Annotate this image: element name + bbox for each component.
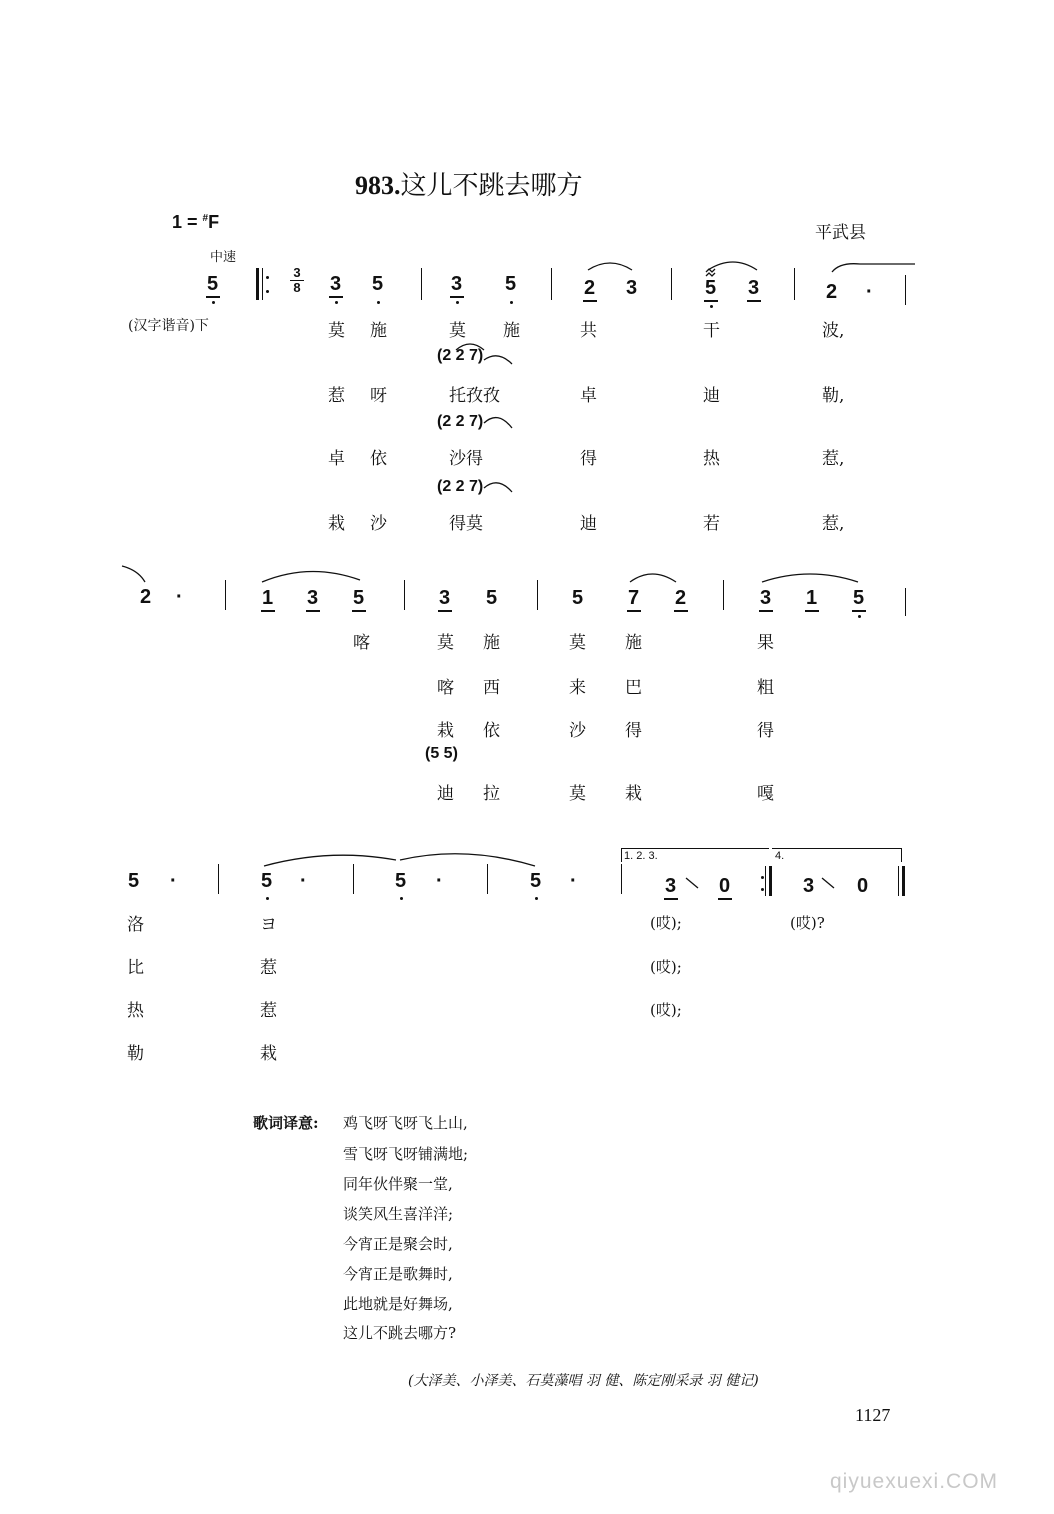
lyric: 若 <box>703 514 720 534</box>
lyric: (哎); <box>650 914 682 932</box>
note: 2 <box>584 277 596 299</box>
note: 3 <box>439 587 451 609</box>
note: 5 <box>505 273 517 295</box>
page-number: 1127 <box>855 1405 891 1425</box>
lyric: 惹, <box>822 514 845 534</box>
key-sharp: # <box>202 213 209 224</box>
note: 5 <box>530 870 542 892</box>
slur <box>484 418 512 428</box>
breath-mark <box>686 878 698 888</box>
note: 1 <box>806 587 818 609</box>
lyric: 施 <box>625 633 642 653</box>
slur <box>456 344 484 350</box>
note: 3 <box>665 875 677 897</box>
variant-notes: (5 5) <box>425 745 458 762</box>
note: 5 <box>207 273 219 295</box>
lyric: 栽 <box>328 514 345 534</box>
lyric: 热 <box>703 449 720 469</box>
note: 5 <box>395 870 407 892</box>
variant-notes: (2 2 7) <box>437 413 484 430</box>
note: 1 <box>262 587 274 609</box>
lyric: 得莫 <box>449 514 483 534</box>
tie <box>832 264 915 272</box>
note: 2 <box>826 281 838 303</box>
lyric: 栽 <box>260 1044 277 1064</box>
lyric: 得 <box>757 721 774 741</box>
lyric: 喀 <box>437 678 454 698</box>
lyric: 栽 <box>437 721 454 741</box>
lyric: 莫 <box>569 633 586 653</box>
note: 7 <box>628 587 640 609</box>
note: 3 <box>748 277 760 299</box>
slur <box>262 571 360 582</box>
translation-line: 雪飞呀飞呀铺满地; <box>343 1145 469 1163</box>
lyric: 惹 <box>260 958 277 978</box>
lyric: 莫 <box>449 321 466 341</box>
lyric: (哎)? <box>790 914 825 932</box>
lyric: 比 <box>127 958 144 978</box>
lyric: 惹 <box>260 1001 277 1021</box>
translation-line: 今宵正是聚会时, <box>343 1235 453 1253</box>
volta-first-label: 1. 2. 3. <box>624 850 658 862</box>
lyric: 惹, <box>822 449 845 469</box>
note: 5 <box>705 277 717 299</box>
note: 3 <box>760 587 772 609</box>
breath-mark <box>822 878 834 888</box>
credit-line: (大泽美、小泽美、石莫藻唱 羽 健、陈定刚采录 羽 健记) <box>408 1373 759 1389</box>
slur <box>484 356 512 364</box>
dash: · <box>170 870 177 892</box>
lyric: 巴 <box>625 678 642 698</box>
lyric: 卓 <box>328 449 345 469</box>
lyric: 共 <box>580 321 597 341</box>
note: 5 <box>261 870 273 892</box>
lyric: 干 <box>703 321 720 341</box>
lyric: 洛 <box>127 915 144 935</box>
dash: · <box>176 586 183 608</box>
lyric: 莫 <box>569 784 586 804</box>
slur <box>588 263 632 270</box>
note: 2 <box>140 586 152 608</box>
pickup-lyric: (汉字谐音)下 <box>128 318 209 334</box>
translation-line: 这儿不跳去哪方? <box>343 1324 457 1342</box>
translation-label: 歌词译意: <box>253 1114 319 1132</box>
trill-mark <box>706 269 715 276</box>
rest: 0 <box>719 875 731 897</box>
variant-notes: (2 2 7) <box>437 347 484 364</box>
lyric: 依 <box>483 721 500 741</box>
lyric: 施 <box>370 321 387 341</box>
note: 5 <box>372 273 384 295</box>
lyric: 沙 <box>569 721 586 741</box>
key-note: F <box>208 212 220 232</box>
lyric: 莫 <box>328 321 345 341</box>
lyric: 勒 <box>127 1044 144 1064</box>
lyric: 沙 <box>370 514 387 534</box>
note: 3 <box>307 587 319 609</box>
lyric: ヨ <box>260 915 277 935</box>
note: 2 <box>675 587 687 609</box>
volta-second-label: 4. <box>775 850 785 862</box>
lyric: 波, <box>822 321 845 341</box>
note: 3 <box>626 277 638 299</box>
song-number: 983. <box>355 171 401 200</box>
lyric: 施 <box>503 321 520 341</box>
lyric: 勒, <box>822 386 845 406</box>
region-label: 平武县 <box>815 223 866 243</box>
lyric: 粗 <box>757 678 774 698</box>
note: 3 <box>330 273 342 295</box>
dash: · <box>866 281 873 303</box>
lyric: 迪 <box>580 514 597 534</box>
lyric: 卓 <box>580 386 597 406</box>
key-prefix: 1 = <box>172 212 203 232</box>
translation-line: 今宵正是歌舞时, <box>343 1265 453 1283</box>
time-top: 3 <box>293 265 301 280</box>
lyric: 果 <box>757 633 774 653</box>
slur <box>762 574 858 582</box>
dash: · <box>300 870 307 892</box>
tie <box>122 566 145 582</box>
watermark: qiyuexuexi.COM <box>830 1470 999 1493</box>
tie <box>400 854 535 866</box>
lyric: 西 <box>483 678 500 698</box>
slur <box>630 574 676 582</box>
song-name: 这儿不跳去哪方 <box>400 171 583 201</box>
lyric: 得 <box>625 721 642 741</box>
note: 5 <box>486 587 498 609</box>
slur <box>708 262 757 270</box>
note: 5 <box>572 587 584 609</box>
note: 3 <box>451 273 463 295</box>
translation-line: 同年伙伴聚一堂, <box>343 1175 453 1193</box>
lyric: 嘎 <box>757 784 774 804</box>
translation-line: 此地就是好舞场, <box>343 1295 453 1313</box>
lyric: (哎); <box>650 958 682 976</box>
lyric: 得 <box>580 449 597 469</box>
lyric: 呀 <box>370 386 387 406</box>
lyric: 热 <box>127 1001 144 1021</box>
rest: 0 <box>857 875 869 897</box>
lyric: 迪 <box>437 784 454 804</box>
lyric: 栽 <box>625 784 642 804</box>
note: 5 <box>128 870 140 892</box>
dash: · <box>436 870 443 892</box>
variant-notes: (2 2 7) <box>437 478 484 495</box>
note: 3 <box>803 875 815 897</box>
tie <box>264 855 396 866</box>
translation-line: 谈笑风生喜洋洋; <box>343 1205 454 1223</box>
lyric: (哎); <box>650 1001 682 1019</box>
lyric: 沙得 <box>449 449 483 469</box>
lyric: 施 <box>483 633 500 653</box>
slur <box>484 483 512 492</box>
lyric: 喀 <box>353 633 370 653</box>
time-bottom: 8 <box>290 280 304 295</box>
lyric: 依 <box>370 449 387 469</box>
lyric: 惹 <box>328 386 345 406</box>
lyric: 迪 <box>703 386 720 406</box>
lyric: 拉 <box>483 784 500 804</box>
note: 5 <box>353 587 365 609</box>
translation-line: 鸡飞呀飞呀飞上山, <box>343 1114 468 1132</box>
lyric: 莫 <box>437 633 454 653</box>
lyric: 托孜孜 <box>449 386 500 406</box>
dash: · <box>570 870 577 892</box>
tempo-label: 中速 <box>210 250 237 265</box>
lyric: 来 <box>569 678 586 698</box>
note: 5 <box>853 587 865 609</box>
